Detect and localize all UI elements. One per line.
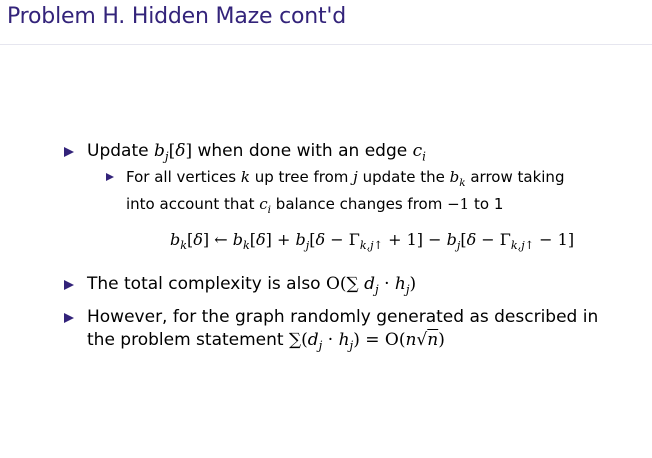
- bullet-update-middle: when done with an edge: [192, 141, 413, 161]
- update-equation: $b_k[\delta]$ ← $b_k[\delta] + b_j[\delta - \Gamma_{k,j↑} + 1] - b_j[\delta - \Gamma_{k,j↑} - 1]$: [170, 230, 575, 253]
- math-ci-2: $c_i$: [259, 195, 272, 216]
- sub-text-1d: arrow taking: [465, 168, 565, 186]
- title-divider: [0, 44, 652, 45]
- sub-text-1a: For all vertices: [126, 168, 241, 186]
- bullet-random-line2: the problem statement: [87, 330, 289, 350]
- bullet-random-line1: However, for the graph randomly generated as described in: [87, 307, 599, 327]
- math-ci: $c_i$: [412, 141, 426, 164]
- sub-text-2b: balance changes from: [271, 195, 448, 213]
- bullet-update: [64, 140, 426, 168]
- sub-bullet-triangle-icon: [106, 173, 114, 181]
- bullet-update-text: [87, 140, 426, 168]
- sub-text-1c: update the: [357, 168, 450, 186]
- math-j: j: [353, 168, 358, 186]
- sub-text-1b: up tree from: [249, 168, 354, 186]
- sub-text-2c: to 1: [469, 195, 504, 213]
- bullet-complexity-label: The total complexity is also: [87, 274, 326, 294]
- bullet-triangle-icon: [64, 147, 74, 157]
- math-bj-delta: $b_j[\delta]$: [153, 141, 193, 164]
- math-complexity: O(∑ $d_j \cdot h_j$): [325, 274, 417, 297]
- bullet-triangle-icon: [64, 313, 74, 323]
- sub-bullet-vertices: [106, 167, 564, 221]
- sub-from-value: −1: [447, 195, 470, 213]
- bullet-complexity: [64, 273, 416, 301]
- math-sum-result: $\sum(d_j \cdot h_j) = O(n√n)$: [288, 330, 445, 353]
- bullet-complexity-text: [87, 273, 416, 301]
- bullet-random-graph: [64, 306, 598, 357]
- bullet-update-prefix: Update: [87, 141, 154, 161]
- slide-title: Problem H. Hidden Maze cont'd: [7, 4, 347, 29]
- math-k: k: [240, 168, 250, 186]
- sub-text-2a: into account that: [126, 195, 260, 213]
- sub-bullet-text: [126, 167, 564, 221]
- bullet-triangle-icon: [64, 280, 74, 290]
- bullet-random-text: [87, 306, 598, 357]
- math-bk: $b_k$: [449, 168, 466, 189]
